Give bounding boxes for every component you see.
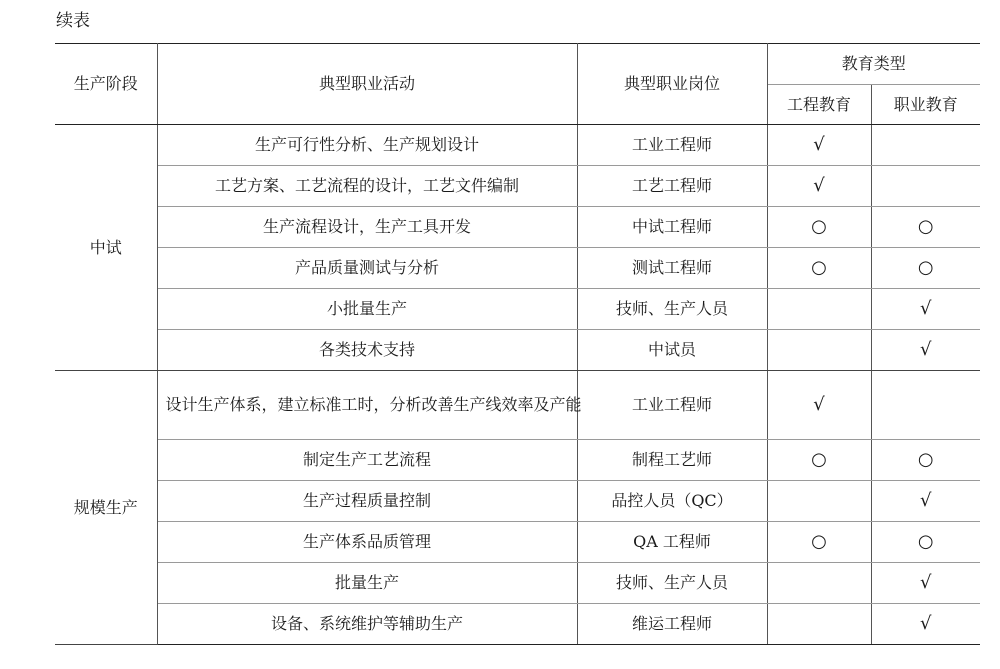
table-row	[55, 440, 980, 481]
position-cell: 工业工程师	[577, 125, 767, 166]
table-row	[55, 248, 980, 289]
activity-cell: 批量生产	[157, 563, 577, 604]
activity-cell: 产品质量测试与分析	[157, 248, 577, 289]
table-row	[55, 481, 980, 522]
table-caption: 续表	[56, 11, 90, 31]
position-cell: 中试员	[577, 330, 767, 371]
header-engineering: 工程教育	[767, 85, 871, 125]
table-row	[55, 522, 980, 563]
engineering-mark: ○	[767, 522, 871, 563]
engineering-mark	[767, 604, 871, 645]
position-cell: QA 工程师	[577, 522, 767, 563]
vocational-mark: √	[871, 289, 980, 330]
stage-cell: 中试	[55, 125, 157, 371]
vocational-mark: ○	[871, 440, 980, 481]
engineering-mark: ○	[767, 248, 871, 289]
header-stage: 生产阶段	[55, 44, 157, 125]
table-row	[55, 125, 980, 166]
position-cell: 工艺工程师	[577, 166, 767, 207]
position-cell: 测试工程师	[577, 248, 767, 289]
vocational-mark: √	[871, 563, 980, 604]
header-vocational: 职业教育	[871, 85, 980, 125]
table-row	[55, 330, 980, 371]
activity-cell: 生产体系品质管理	[157, 522, 577, 563]
table-row	[55, 207, 980, 248]
position-cell: 技师、生产人员	[577, 289, 767, 330]
activity-cell: 生产可行性分析、生产规划设计	[157, 125, 577, 166]
vocational-mark: √	[871, 481, 980, 522]
vocational-mark: √	[871, 330, 980, 371]
stage-cell: 规模生产	[55, 371, 157, 645]
vocational-mark	[871, 125, 980, 166]
vocational-mark	[871, 166, 980, 207]
position-cell: 品控人员（QC）	[577, 481, 767, 522]
engineering-mark: √	[767, 166, 871, 207]
activity-cell: 小批量生产	[157, 289, 577, 330]
engineering-mark	[767, 289, 871, 330]
engineering-mark	[767, 330, 871, 371]
header-edu-type: 教育类型	[767, 44, 980, 85]
activity-cell: 生产过程质量控制	[157, 481, 577, 522]
header-position: 典型职业岗位	[577, 44, 767, 125]
table-row	[55, 371, 980, 440]
vocational-mark: ○	[871, 248, 980, 289]
vocational-mark: ○	[871, 207, 980, 248]
position-cell: 工业工程师	[577, 371, 767, 440]
engineering-mark: ○	[767, 440, 871, 481]
position-cell: 技师、生产人员	[577, 563, 767, 604]
vocational-mark: √	[871, 604, 980, 645]
header-activity: 典型职业活动	[157, 44, 577, 125]
table-row	[55, 289, 980, 330]
activity-text: 设计生产体系，建立标准工时，分析改善生产线效率及产能	[165, 395, 582, 414]
career-education-table	[55, 43, 980, 645]
engineering-mark: ○	[767, 207, 871, 248]
activity-cell: 设备、系统维护等辅助生产	[157, 604, 577, 645]
position-cell: 维运工程师	[577, 604, 767, 645]
table-row	[55, 563, 980, 604]
engineering-mark	[767, 563, 871, 604]
activity-cell: 生产流程设计，生产工具开发	[157, 207, 577, 248]
vocational-mark	[871, 371, 980, 440]
engineering-mark: √	[767, 371, 871, 440]
header-row-1	[55, 44, 980, 85]
activity-cell: 工艺方案、工艺流程的设计，工艺文件编制	[157, 166, 577, 207]
activity-cell: 制定生产工艺流程	[157, 440, 577, 481]
activity-cell: 各类技术支持	[157, 330, 577, 371]
engineering-mark: √	[767, 125, 871, 166]
position-cell: 中试工程师	[577, 207, 767, 248]
vocational-mark: ○	[871, 522, 980, 563]
activity-cell	[157, 371, 582, 440]
position-cell: 制程工艺师	[577, 440, 767, 481]
engineering-mark	[767, 481, 871, 522]
table-row	[55, 166, 980, 207]
table-row	[55, 604, 980, 645]
